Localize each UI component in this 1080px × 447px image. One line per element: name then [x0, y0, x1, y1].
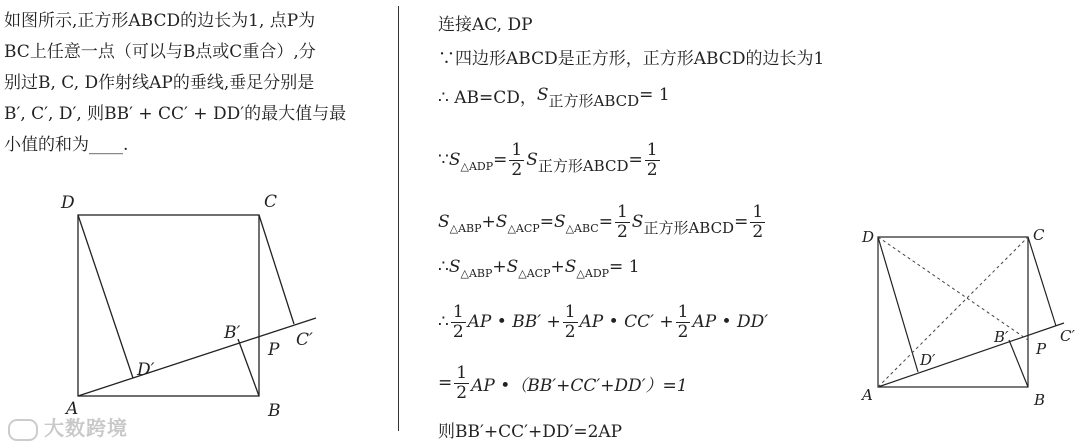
subscript: 正方形ABCD — [548, 91, 640, 110]
problem-line: 如图所示,正方形ABCD的边长为1, 点P为 — [4, 11, 316, 31]
num: 1 — [646, 139, 658, 160]
den: 2 — [616, 221, 628, 242]
label-D-prime: D′ — [920, 351, 936, 369]
label-B: B — [268, 401, 281, 421]
text: ∴ — [438, 312, 449, 332]
left-square-figure — [0, 0, 400, 447]
area-symbol: S — [526, 150, 538, 170]
right-square-figure — [850, 0, 1080, 447]
subscript: △ABP — [449, 221, 482, 235]
fraction-half — [676, 301, 691, 342]
label-B: B — [1034, 391, 1046, 409]
num: 1 — [677, 301, 689, 322]
problem-line: BC上任意一点（可以与B点或C重合）,分 — [4, 42, 316, 62]
text: + — [492, 257, 507, 277]
term: AP • CC′ + — [579, 312, 674, 332]
watermark-icon — [8, 419, 38, 441]
label-A: A — [66, 399, 79, 419]
label-P: P — [1036, 340, 1047, 358]
fraction-half — [645, 139, 660, 180]
den: 2 — [752, 221, 764, 242]
text: = — [438, 373, 453, 393]
den: 2 — [564, 321, 576, 342]
text: = 1 — [609, 257, 640, 277]
solution-line-6 — [438, 250, 640, 284]
subscript: △ABP — [460, 266, 493, 280]
label-D: D — [61, 193, 75, 213]
den: 2 — [511, 159, 523, 180]
fraction-half — [451, 301, 466, 342]
text: = — [734, 212, 749, 232]
label-D-prime: D′ — [137, 360, 155, 380]
term: AP •（BB′+CC′+DD′）=1 — [471, 375, 688, 396]
label-C-prime: C′ — [1060, 327, 1075, 345]
label-C: C — [264, 192, 278, 212]
text: ∵ — [438, 150, 449, 170]
vertical-divider — [398, 6, 399, 431]
text: ∴ AB=CD， — [438, 87, 537, 108]
fraction-half — [454, 362, 469, 403]
label-P: P — [268, 340, 280, 360]
fraction-half — [509, 139, 524, 180]
fraction-half — [563, 301, 578, 342]
term: AP • DD′ — [692, 312, 769, 332]
solution-line-8 — [438, 362, 688, 403]
subscript: 正方形ABCD — [643, 218, 735, 237]
text: ∵四边形ABCD是正方形，正方形ABCD的边长为1 — [438, 48, 825, 69]
num: 1 — [452, 301, 464, 322]
area-symbol: S — [564, 257, 577, 277]
den: 2 — [677, 321, 689, 342]
text: 连接AC, DP — [438, 14, 533, 35]
subscript: 正方形ABCD — [537, 156, 629, 175]
problem-line: 别过B, C, D作射线AP的垂线,垂足分别是 — [4, 73, 315, 93]
text: = 1 — [639, 85, 670, 105]
text: = — [598, 212, 613, 232]
area-symbol: S — [506, 257, 519, 277]
solution-line-5 — [438, 201, 767, 242]
solution-line-7 — [438, 301, 769, 342]
area-symbol: S — [631, 212, 644, 232]
subscript: △ACP — [518, 266, 551, 280]
subscript: △ABC — [565, 221, 599, 235]
problem-line: 小值的和为____. — [4, 135, 129, 155]
text: + — [550, 257, 565, 277]
area-symbol: S — [448, 150, 461, 170]
text: = — [628, 150, 643, 170]
area-symbol: S — [536, 85, 549, 105]
subscript: △ADP — [576, 266, 610, 280]
den: 2 — [646, 159, 658, 180]
solution-line-2 — [438, 39, 824, 73]
problem-line: B′, C′, D′, 则BB′ + CC′ + DD′的最大值与最 — [4, 104, 347, 124]
label-C: C — [1033, 226, 1045, 244]
text: 则BB′+CC′+DD′=2AP — [438, 421, 623, 442]
label-C-prime: C′ — [296, 330, 313, 350]
watermark-logo — [8, 412, 128, 441]
solution-line-4 — [438, 139, 662, 180]
subscript: △ADP — [460, 159, 494, 173]
num: 1 — [511, 139, 523, 160]
label-B-prime: B′ — [224, 323, 241, 343]
term: AP • BB′ + — [467, 312, 561, 332]
den: 2 — [456, 382, 468, 403]
num: 1 — [564, 301, 576, 322]
area-symbol: S — [448, 257, 461, 277]
subscript: △ACP — [507, 221, 540, 235]
den: 2 — [452, 321, 464, 342]
text: ∴ — [438, 257, 449, 277]
text: + — [481, 212, 496, 232]
watermark-text: 大数跨境 — [44, 416, 128, 440]
label-A: A — [862, 386, 873, 404]
solution-line-3 — [438, 78, 670, 112]
area-symbol: S — [495, 212, 508, 232]
label-B-prime: B′ — [994, 328, 1009, 346]
num: 1 — [616, 201, 628, 222]
solution-line-9 — [438, 412, 622, 446]
fraction-half — [750, 201, 765, 242]
area-symbol: S — [438, 212, 450, 232]
fraction-half — [615, 201, 630, 242]
area-symbol: S — [553, 212, 566, 232]
text: = — [493, 150, 508, 170]
text: = — [539, 212, 554, 232]
num: 1 — [752, 201, 764, 222]
label-D: D — [862, 228, 875, 246]
num: 1 — [456, 362, 468, 383]
solution-line-1 — [438, 5, 533, 39]
